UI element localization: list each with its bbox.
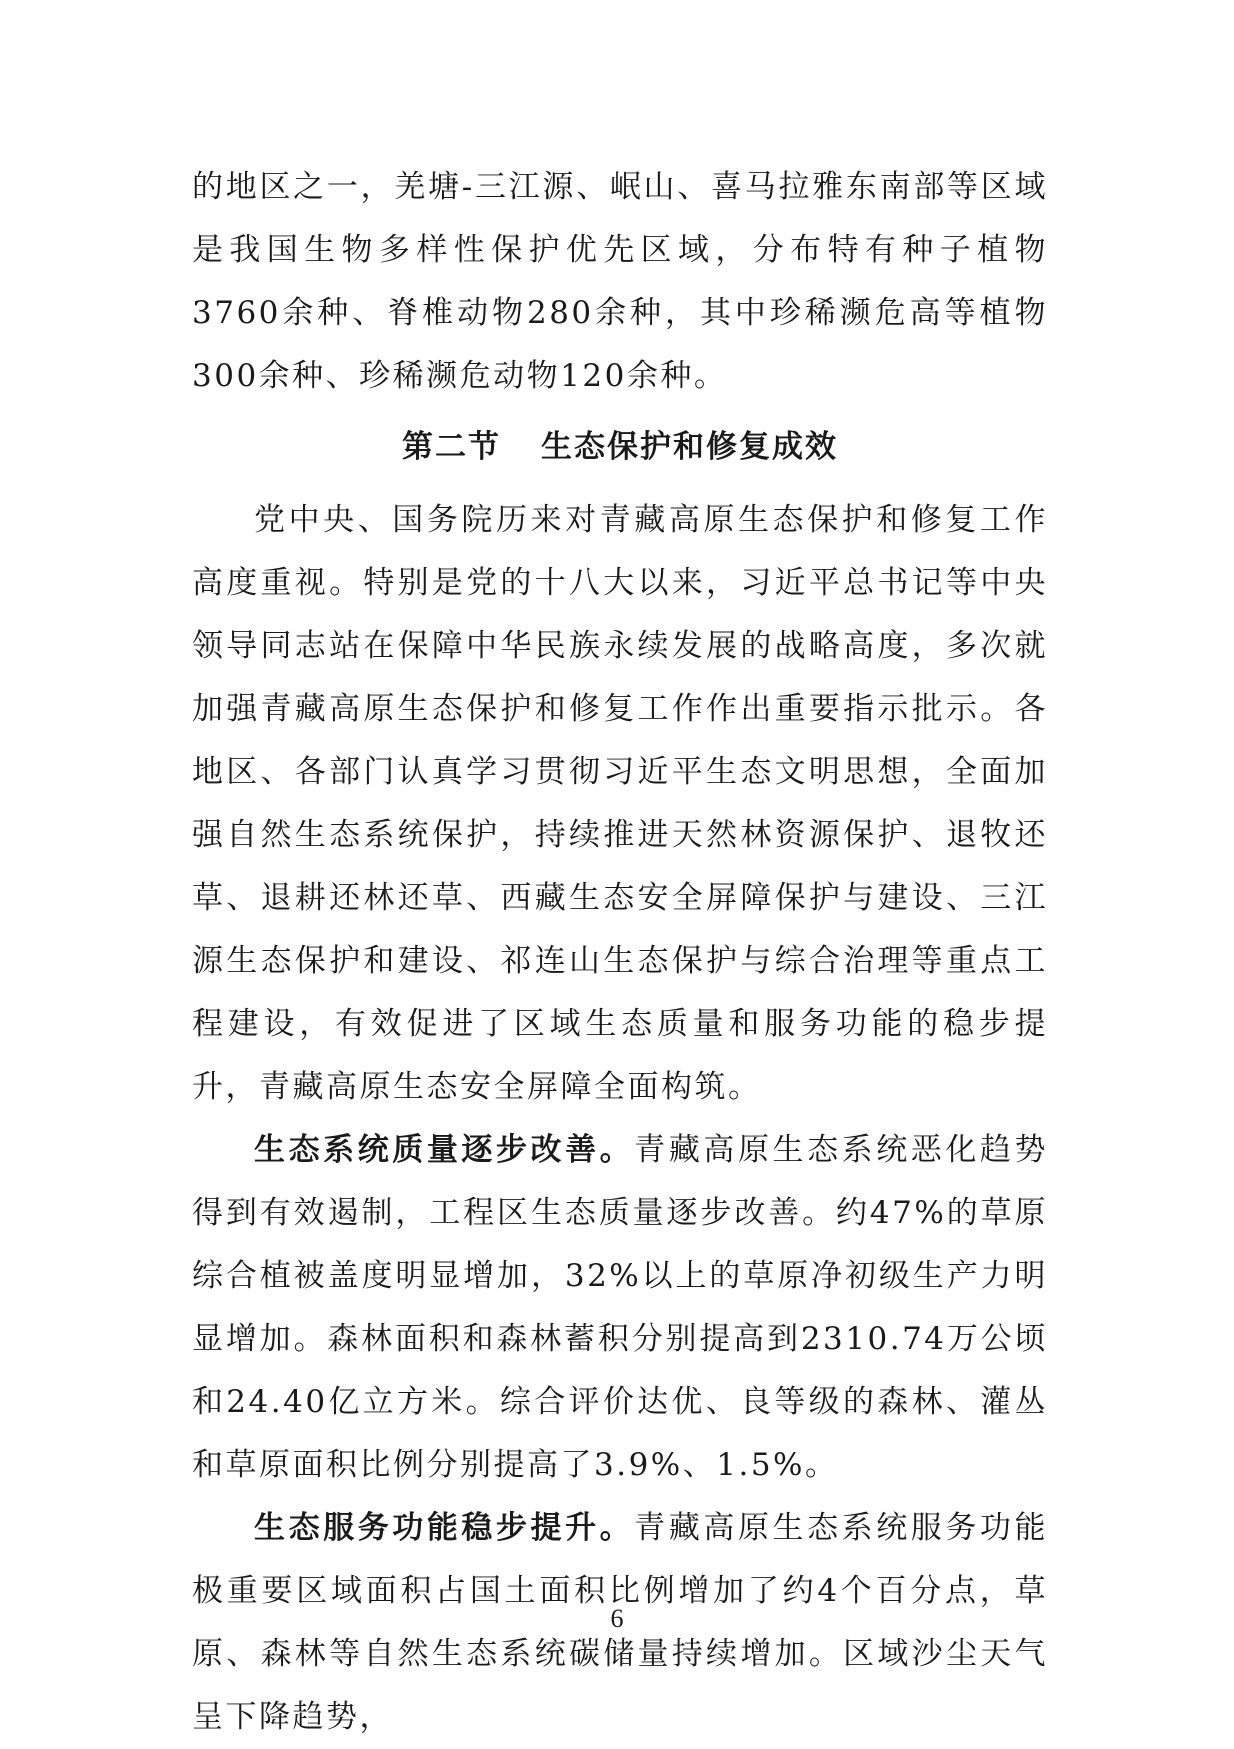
section-heading-title: 生态保护和修复成效: [541, 429, 838, 465]
document-body: [192, 156, 1048, 1749]
page-number: 6: [610, 1604, 624, 1633]
continued-paragraph: 的地区之一，羌塘-三江源、岷山、喜马拉雅东南部等区域是我国生物多样性保护优先区域，分布特有种子植物3760余种、脊椎动物280余种，其中珍稀濒危高等植物300余种、珍稀濒危动物120余种。: [192, 169, 1048, 394]
quality-body-text: 青藏高原生态系统恶化趋势得到有效遏制，工程区生态质量逐步改善。约47%的草原综合植被盖度明显增加，32%以上的草原净初级生产力明显增加。森林面积和森林蓄积分别提高到2310.74万公顷和24.40亿立方米。综合评价达优、良等级的森林、灌丛和草原面积比例分别提高了3.9%、1.5%。: [192, 1132, 1048, 1483]
service-lead-sentence: 生态服务功能稳步提升。: [254, 1510, 635, 1546]
section-heading-number: 第二节: [402, 429, 501, 465]
section-heading: [192, 416, 1048, 479]
quality-paragraph: [192, 1119, 1048, 1497]
intro-paragraph: 党中央、国务院历来对青藏高原生态保护和修复工作高度重视。特别是党的十八大以来，习近平总书记等中央领导同志站在保障中华民族永续发展的战略高度，多次就加强青藏高原生态保护和修复工作作出重要指示批示。各地区、各部门认真学习贯彻习近平生态文明思想，全面加强自然生态系统保护，持续推进天然林资源保护、退牧还草、退耕还林还草、西藏生态安全屏障保护与建设、三江源生态保护和建设、祁连山生态保护与综合治理等重点工程建设，有效促进了区域生态质量和服务功能的稳步提升，青藏高原生态安全屏障全面构筑。: [192, 502, 1048, 1105]
service-body-text: 青藏高原生态系统服务功能极重要区域面积占国土面积比例增加了约4个百分点，草原、森林等自然生态系统碳储量持续增加。区域沙尘天气呈下降趋势，: [192, 1510, 1048, 1735]
quality-lead-sentence: 生态系统质量逐步改善。: [254, 1132, 635, 1168]
